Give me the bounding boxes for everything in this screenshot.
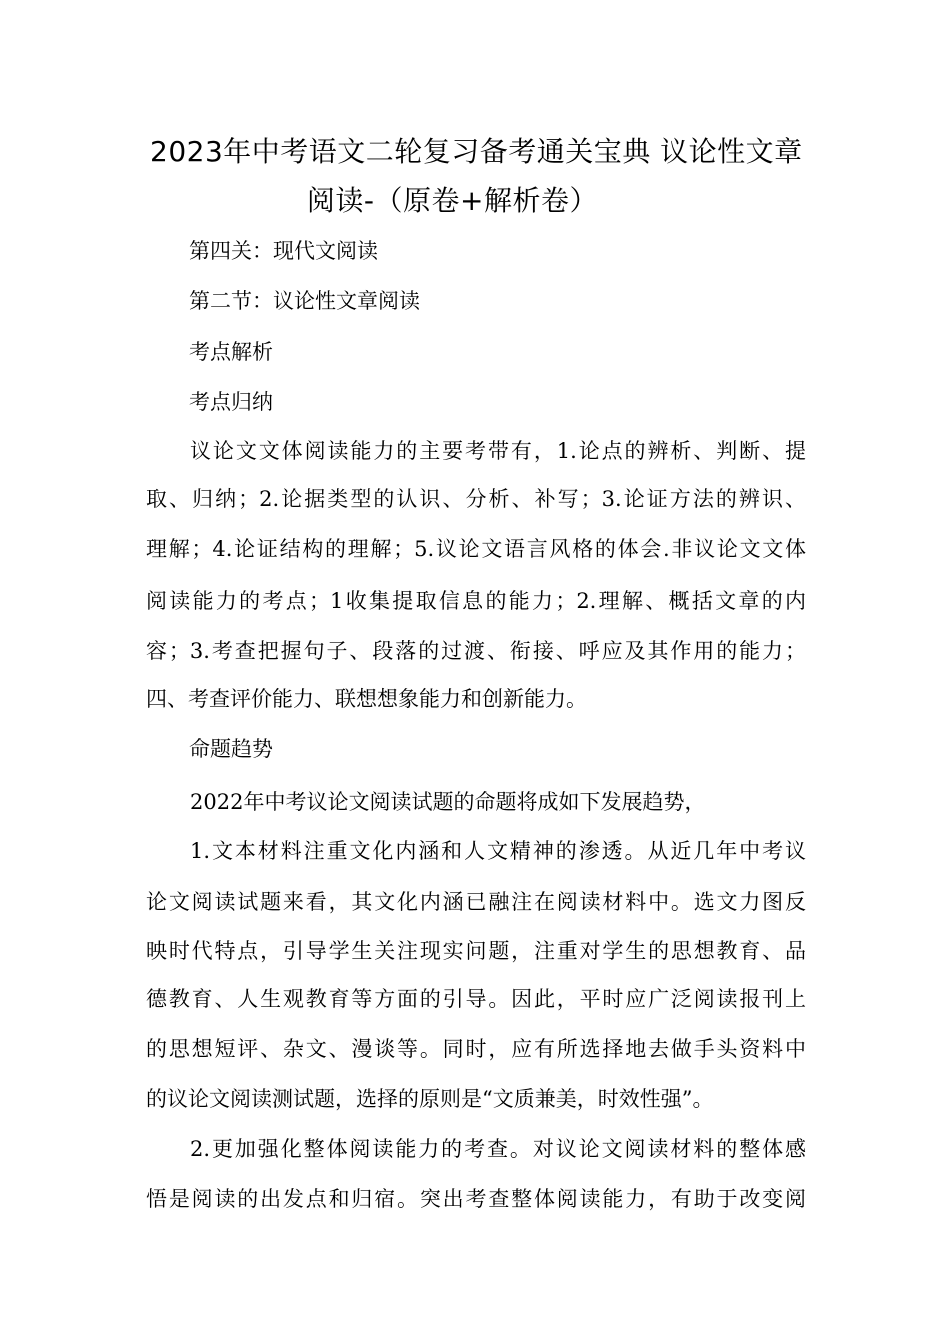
heading-trend: 命题趋势 (189, 737, 273, 761)
paragraph-line: 取、归纳；2.论据类型的认识、分析、补写；3.论证方法的辨识、 (146, 487, 806, 511)
paragraph-line: 的思想短评、杂文、漫谈等。同时，应有所选择地去做手头资料中 (146, 1037, 806, 1061)
paragraph-line: 容；3.考查把握句子、段落的过渡、衔接、呼应及其作用的能力； (146, 639, 806, 663)
paragraph-line: 的议论文阅读测试题，选择的原则是“文质兼美，时效性强”。 (146, 1087, 714, 1111)
paragraph-line: 2.更加强化整体阅读能力的考查。对议论文阅读材料的整体感 (190, 1137, 806, 1161)
document-title-line-1: 2023年中考语文二轮复习备考通关宝典 议论性文章 (150, 135, 803, 168)
paragraph-line: 悟是阅读的出发点和归宿。突出考查整体阅读能力，有助于改变阅 (146, 1187, 806, 1211)
paragraph-line: 议论文文体阅读能力的主要考带有，1.论点的辨析、判断、提 (190, 439, 806, 463)
paragraph-line: 阅读能力的考点；1收集提取信息的能力；2.理解、概括文章的内 (146, 589, 806, 613)
document-title-line-2: 阅读-（原卷+解析卷） (306, 184, 598, 217)
paragraph-line: 理解；4.论证结构的理解；5.议论文语言风格的体会.非议论文文体 (146, 537, 806, 561)
paragraph-line: 映时代特点，引导学生关注现实问题，注重对学生的思想教育、品 (146, 939, 806, 963)
heading-analysis: 考点解析 (189, 340, 273, 364)
paragraph-line: 论文阅读试题来看，其文化内涵已融注在阅读材料中。选文力图反 (146, 890, 806, 914)
paragraph-line: 四、考查评价能力、联想想象能力和创新能力。 (146, 687, 587, 711)
heading-summary: 考点归纳 (189, 390, 273, 414)
paragraph-line: 2022年中考议论文阅读试题的命题将成如下发展趋势， (190, 790, 706, 814)
paragraph-line: 1.文本材料注重文化内涵和人文精神的渗透。从近几年中考议 (190, 839, 806, 863)
heading-part: 第四关：现代文阅读 (189, 239, 378, 263)
heading-section: 第二节：议论性文章阅读 (189, 289, 420, 313)
paragraph-line: 德教育、人生观教育等方面的引导。因此，平时应广泛阅读报刊上 (146, 987, 806, 1011)
